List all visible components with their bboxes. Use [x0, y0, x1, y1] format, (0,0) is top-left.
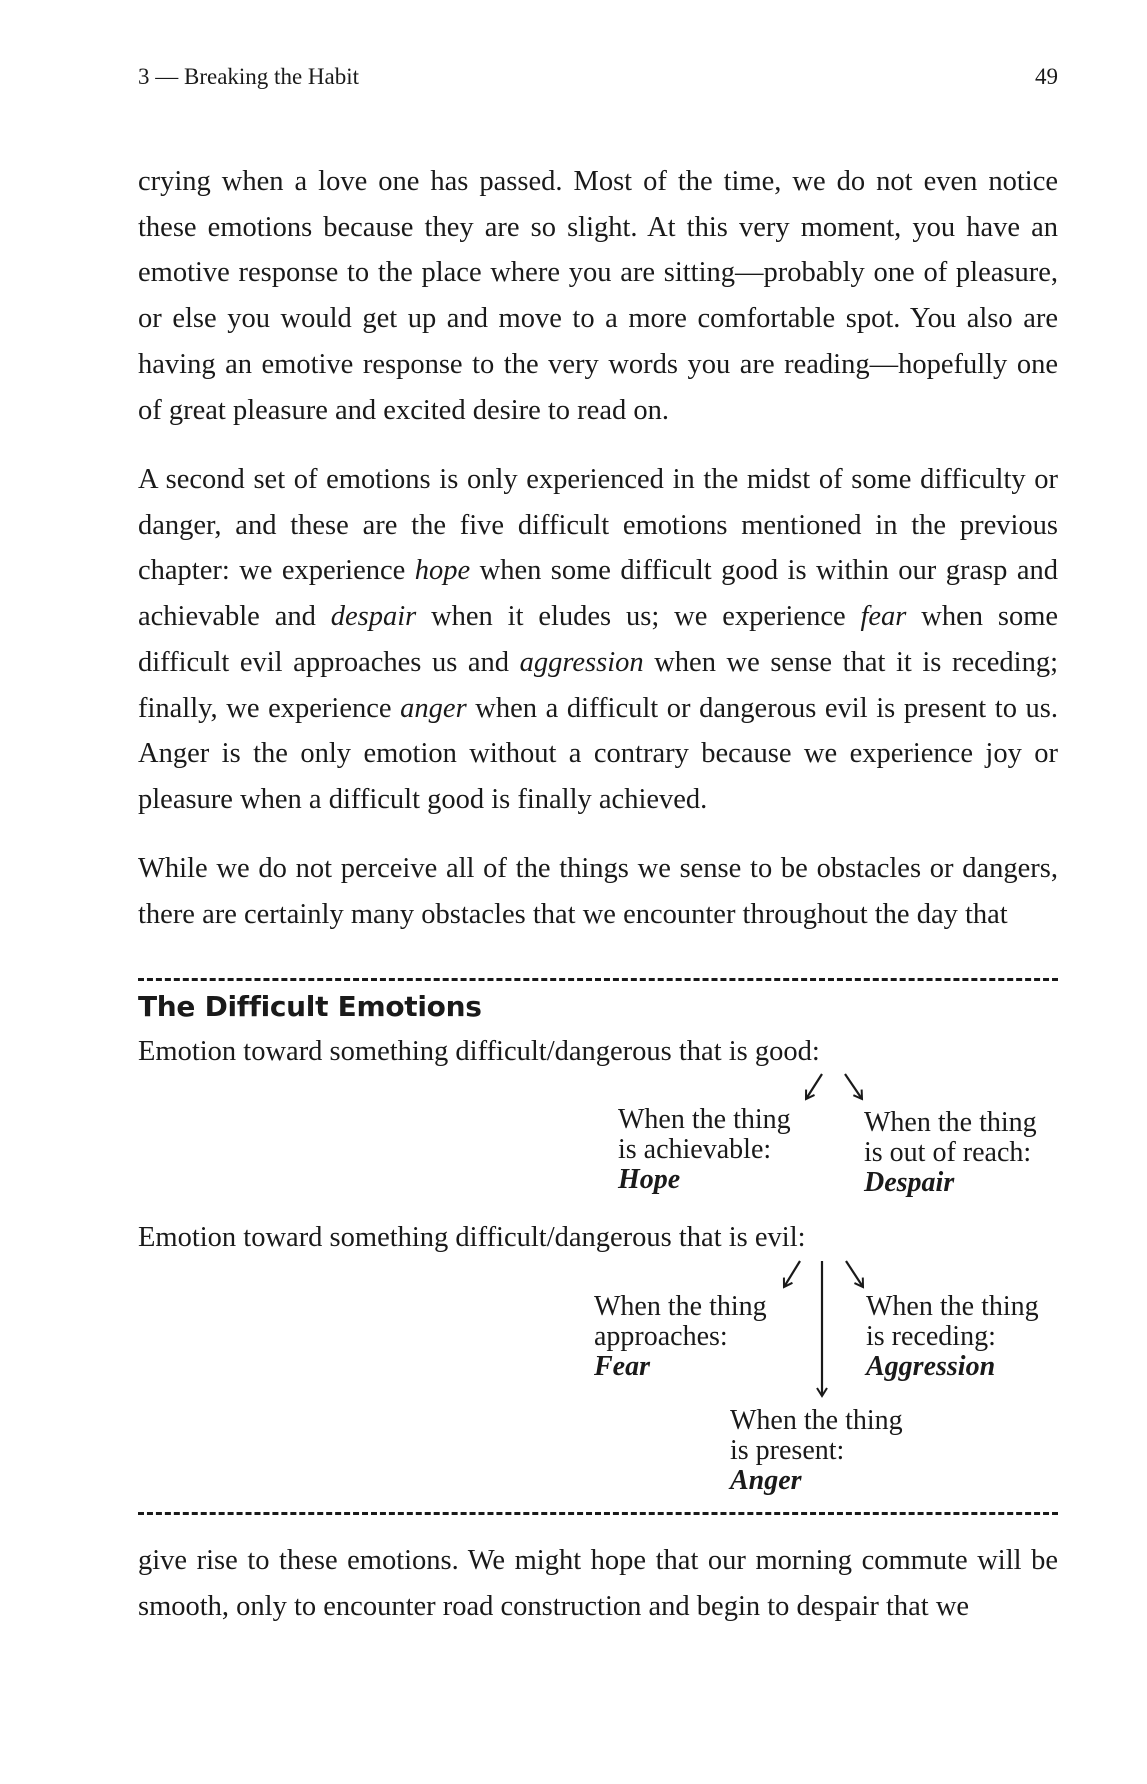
paragraph-2-text: when we sense that it is receding; finally, we experience [138, 646, 1058, 724]
paragraph-2-text: when some difficult good is within our grasp and achievable and [138, 555, 1059, 633]
hope-label: Hope [618, 1164, 681, 1195]
term-despair: despair [330, 601, 417, 633]
aggression-line-1: When the thing [866, 1291, 1039, 1322]
arrow-to-aggression [846, 1261, 863, 1287]
paragraph-4: give rise to these emotions. We might hope that our morning commute will be smooth, only to encounter road construction and begin to despair that we [138, 1545, 1058, 1622]
term-hope: hope [414, 555, 471, 587]
running-head [138, 64, 1058, 90]
paragraph-1: crying when a love one has passed. Most of the time, we do not even notice these emotions because they are so slight. At this very moment, you have an emotive response to the place where you are sitting—probably one of pleasure, or else you would get up and move to a more comfortable spot. You also are having an emotive response to the very words you are reading—hopefully one of great pleasure and excited desire to read on. [138, 166, 1058, 426]
despair-node [864, 1108, 1037, 1198]
despair-line-2: is out of reach: [864, 1137, 1032, 1168]
anger-node [730, 1406, 903, 1496]
sidebar-bottom-divider [138, 1512, 1058, 1515]
good-emotion-intro: Emotion toward something difficult/dangerous that is good: [138, 1036, 820, 1067]
anger-label: Anger [730, 1465, 802, 1496]
anger-line-2: is present: [730, 1435, 845, 1466]
fear-line-1: When the thing [594, 1291, 767, 1322]
paragraph-2-text: A second set of emotions is only experienced in the midst of some difficulty or danger, and these are the five difficult emotions mentioned in the previous chapter: we experience [138, 464, 1058, 587]
hope-line-2: is achievable: [618, 1134, 772, 1165]
arrow-to-hope [806, 1074, 822, 1099]
evil-emotion-intro: Emotion toward something difficult/dangerous that is evil: [138, 1222, 806, 1253]
chapter-title: 3 — Breaking the Habit [138, 64, 360, 89]
despair-line-1: When the thing [864, 1107, 1037, 1138]
paragraph-2-text: when a difficult or dangerous evil is present to us. Anger is the only emotion without a contrary because we experience joy or pleasure when a difficult good is finally achieved. [138, 692, 1059, 815]
arrow-to-fear [784, 1261, 800, 1287]
page-number: 49 [1035, 64, 1058, 89]
paragraph-2-text: when some difficult evil approaches us and [138, 601, 1059, 678]
fear-line-2: approaches: [594, 1321, 728, 1352]
despair-label: Despair [864, 1167, 955, 1198]
term-aggression: aggression [519, 646, 644, 678]
aggression-line-2: is receding: [866, 1321, 996, 1352]
paragraph-3: While we do not perceive all of the things we sense to be obstacles or dangers, there are certainly many obstacles that we encounter throughout the day that [138, 853, 1058, 930]
term-anger: anger [400, 692, 467, 724]
paragraph-2-text: when it eludes us; we experience [431, 601, 846, 633]
aggression-node [866, 1292, 1039, 1382]
fear-node [594, 1292, 767, 1382]
sidebar-top-divider [138, 978, 1058, 981]
aggression-label: Aggression [866, 1351, 996, 1382]
hope-line-1: When the thing [618, 1104, 791, 1135]
fear-label: Fear [594, 1351, 650, 1382]
sidebar-title: The Difficult Emotions [138, 990, 482, 1023]
term-fear: fear [860, 601, 907, 633]
arrow-to-despair [845, 1074, 862, 1099]
paragraph-2 [138, 457, 1058, 823]
anger-line-1: When the thing [730, 1405, 903, 1436]
hope-node [618, 1105, 791, 1195]
